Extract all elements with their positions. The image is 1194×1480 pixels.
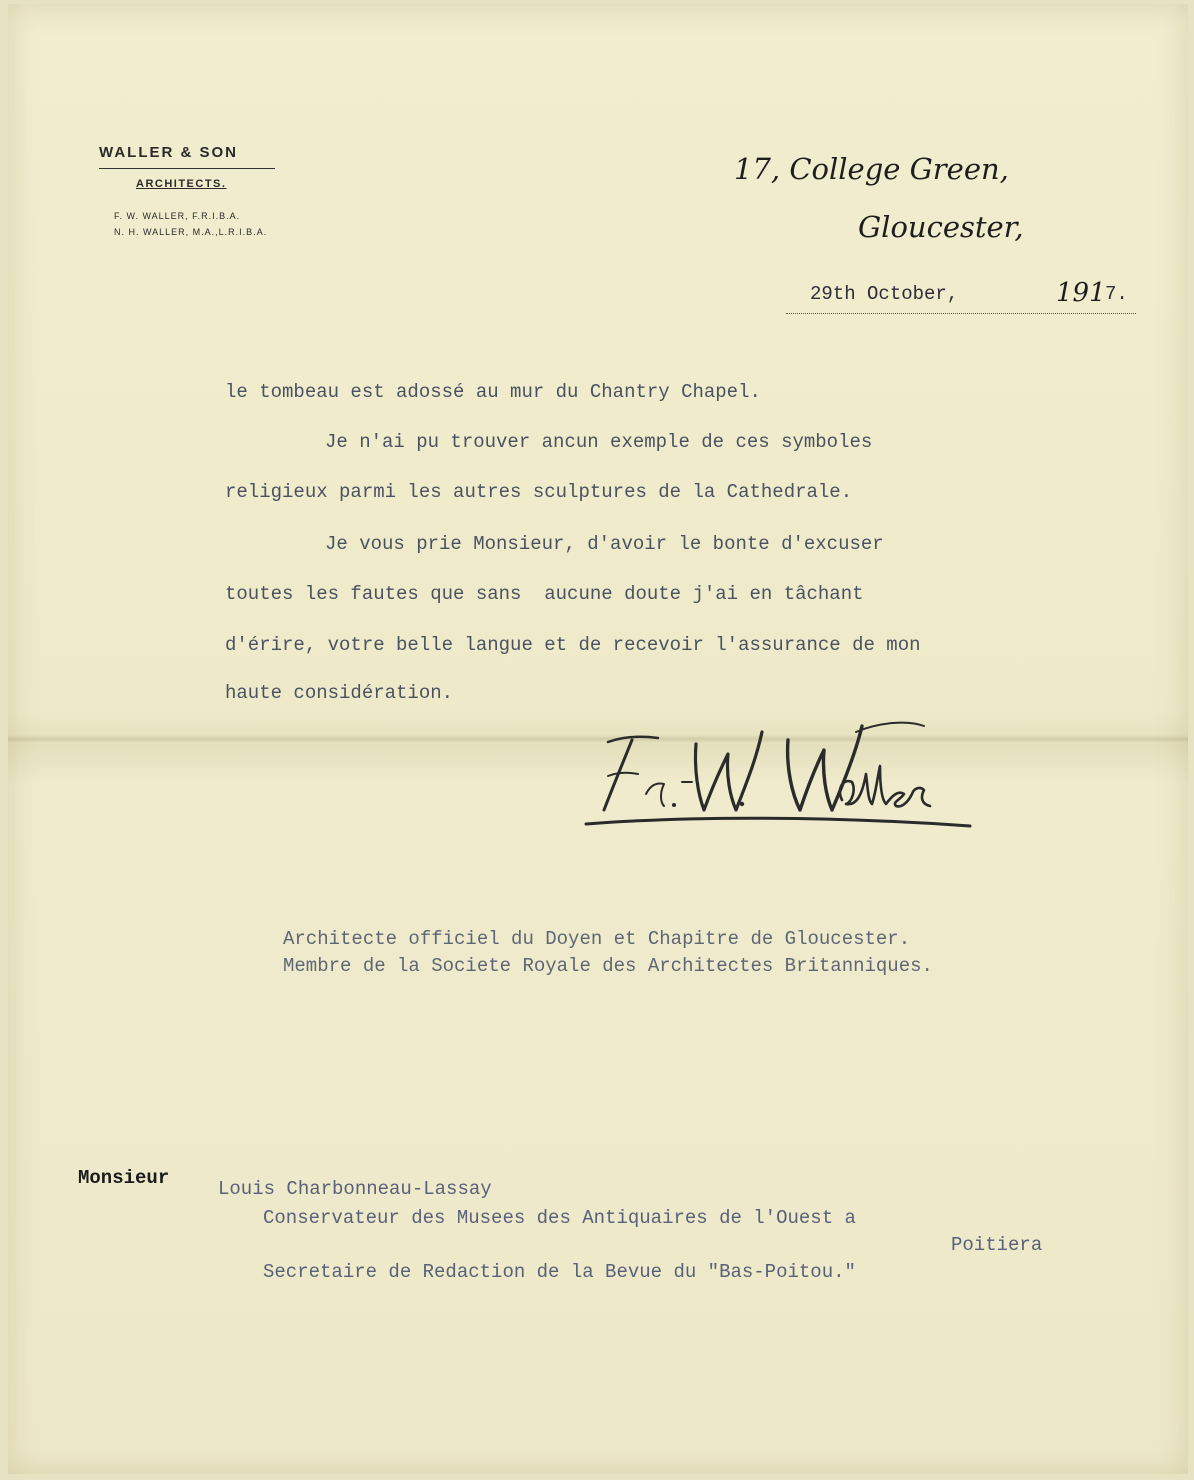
date-year-suffix: 7. xyxy=(1105,283,1128,305)
letterhead-partner-1: F. W. WALLER, F.R.I.B.A. xyxy=(114,211,241,221)
letterhead-partner-2: N. H. WALLER, M.A.,L.R.I.B.A. xyxy=(114,227,268,237)
recipient-role-1: Conservateur des Musees des Antiquaires de l'Ouest a xyxy=(263,1207,856,1229)
body-line-3: religieux parmi les autres sculptures de la Cathedrale. xyxy=(225,481,853,503)
address-city: Gloucester, xyxy=(858,210,1024,244)
date-dotted-rule xyxy=(786,313,1136,314)
body-line-1: le tombeau est adossé au mur du Chantry Chapel. xyxy=(225,381,761,403)
recipient-name: Louis Charbonneau-Lassay xyxy=(218,1178,492,1200)
body-line-4: Je vous prie Monsieur, d'avoir le bonte d'excuser xyxy=(325,533,884,555)
body-line-2: Je n'ai pu trouver ancun exemple de ces symboles xyxy=(325,431,873,453)
date-year-prefix: 191 xyxy=(1056,278,1106,308)
letterhead-firm: WALLER & SON xyxy=(99,144,238,161)
title-line-1: Architecte officiel du Doyen et Chapitre de Gloucester. xyxy=(283,928,911,950)
recipient-role-2: Secretaire de Redaction de la Bevue du "Bas-Poitou." xyxy=(263,1261,856,1283)
body-line-6: d'érire, votre belle langue et de recevoir l'assurance de mon xyxy=(225,634,921,656)
address-street: 17, College Green, xyxy=(734,152,1009,186)
body-line-7: haute considération. xyxy=(225,682,454,704)
handwritten-signature xyxy=(580,712,980,836)
letterhead-profession: ARCHITECTS. xyxy=(136,178,227,190)
recipient-place: Poitiera xyxy=(951,1234,1043,1256)
recipient-salutation: Monsieur xyxy=(78,1167,170,1189)
body-line-5: toutes les fautes que sans aucune doute j'ai en tâchant xyxy=(225,583,864,605)
title-line-2: Membre de la Societe Royale des Architectes Britanniques. xyxy=(283,955,933,977)
letterhead-divider xyxy=(99,168,275,169)
date-day-month: 29th October, xyxy=(810,283,959,305)
